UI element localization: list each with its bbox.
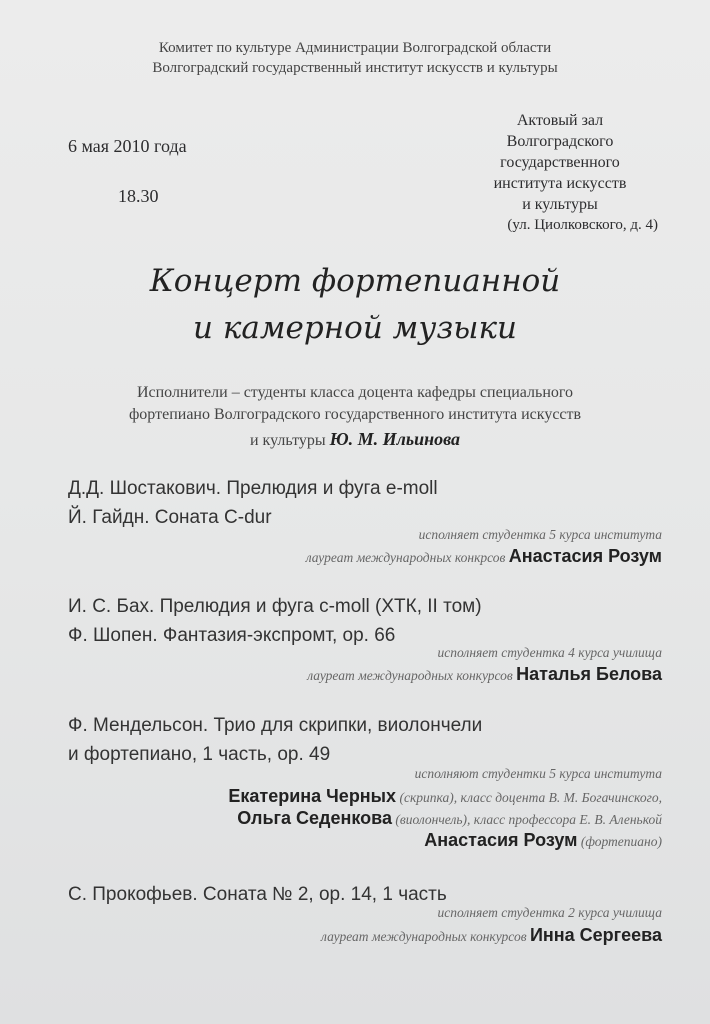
performer-role: (скрипка), класс доцента В. М. Богачинского, [399, 790, 662, 805]
venue-line: института искусств [493, 175, 627, 192]
performer-name: Анастасия Розум [424, 830, 578, 850]
event-time: 18.30 [118, 186, 159, 206]
concert-title-line-2: и камерной музыки [193, 310, 517, 346]
org-line-2: Волгоградский государственный институт искусств и культуры [152, 60, 558, 76]
performer-name: Наталья Белова [516, 664, 662, 684]
performer-name: Ольга Седенкова [237, 808, 392, 828]
laureate-line [307, 664, 662, 685]
venue-line: Волгоградского [506, 133, 614, 150]
performers-line-2: фортепиано Волгоградского государственного института искусств [128, 406, 582, 423]
program-piece: Ф. Мендельсон. Трио для скрипки, виолончели [68, 715, 483, 736]
laureate-line [306, 546, 662, 567]
program-piece: Й. Гайдн. Соната C-dur [68, 507, 272, 528]
laureate-line [321, 925, 662, 946]
performers-prefix: и культуры [249, 432, 326, 449]
venue-line: Актовый зал [516, 112, 604, 129]
org-line-1: Комитет по культуре Администрации Волгоградской области [158, 40, 552, 56]
performer-role: (фортепиано) [580, 834, 662, 849]
program-piece: И. С. Бах. Прелюдия и фуга c-moll (ХТК, II том) [68, 596, 482, 617]
ensemble-line [228, 786, 662, 807]
laureate-label: лауреат международных конкрсов [305, 550, 506, 565]
venue-address: (ул. Циолковского, д. 4) [507, 217, 658, 233]
performers-line-3 [0, 428, 710, 452]
performer-note: исполняет студентка 2 курса училища [437, 905, 662, 920]
venue-line: и культуры [522, 196, 598, 213]
concert-title-line-1: Концерт фортепианной [149, 263, 561, 299]
program-piece: Д.Д. Шостакович. Прелюдия и фуга e-moll [68, 478, 438, 499]
event-date: 6 мая 2010 года [68, 136, 187, 156]
ensemble-line [237, 808, 662, 829]
performer-name: Инна Сергеева [529, 925, 662, 945]
laureate-label: лауреат международных конкурсов [307, 668, 513, 683]
performer-note: исполняет студентка 5 курса института [418, 527, 662, 542]
program-piece: С. Прокофьев. Соната № 2, ор. 14, 1 часть [68, 884, 447, 905]
performers-line-1: Исполнители – студенты класса доцента кафедры специального [136, 384, 574, 401]
performer-note: исполняет студентка 4 курса училища [437, 645, 662, 660]
teacher-name: Ю. М. Ильинова [329, 429, 460, 449]
performer-name: Екатерина Черных [228, 786, 397, 806]
program-piece: и фортепиано, 1 часть, ор. 49 [68, 744, 331, 765]
ensemble-line [424, 830, 662, 851]
program-piece: Ф. Шопен. Фантазия-экспромт, ор. 66 [68, 625, 396, 646]
performer-name: Анастасия Розум [508, 546, 662, 566]
performer-role: (виолончель), класс профессора Е. В. Аленькой [395, 812, 662, 827]
performer-note: исполняют студентки 5 курса института [414, 766, 662, 781]
venue-line: государственного [500, 154, 620, 171]
venue-block [460, 110, 660, 236]
laureate-label: лауреат международных конкурсов [321, 929, 527, 944]
